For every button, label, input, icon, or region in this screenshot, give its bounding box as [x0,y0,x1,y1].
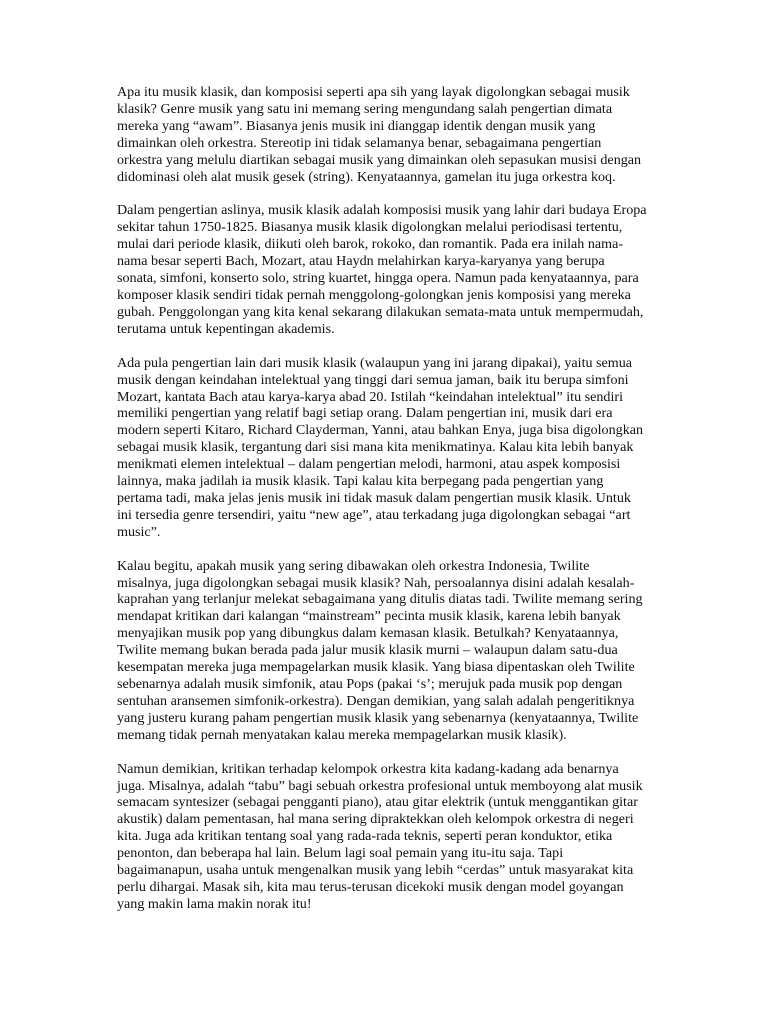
text-line: Ada pula pengertian lain dari musik klasik (walaupun yang ini jarang dipakai), yaitu semua [117,354,633,371]
text-line: bagaimanapun, usaha untuk mengenalkan musik yang lebih “cerdas” untuk masyarakat kita [117,862,634,879]
text-line: dimainkan oleh orkestra. Stereotip ini tidak selamanya benar, sebagaimana pengertian [117,134,602,151]
text-line: musik dengan keindahan intelektual yang tinggi dari semua jaman, baik itu berupa simfoni [117,371,629,388]
text-line: sekitar tahun 1750-1825. Biasanya musik klasik digolongkan melalui periodisasi tertentu, [117,219,623,236]
text-line: yang justeru kurang paham pengertian musik klasik yang sebenarnya (kenyataannya, Twilite [117,709,639,726]
text-line: sebagai musik klasik, tergantung dari sisi mana kita menikmatinya. Kalau kita lebih banyak [117,439,634,456]
text-line: gubah. Penggolongan yang kita kenal sekarang dilakukan semata-mata untuk mempermudah, [117,303,644,320]
text-line: yang makin lama makin norak itu! [117,895,312,912]
paragraph-1 [117,84,655,185]
text-line: Namun demikian, kritikan terhadap kelompok orkestra kita kadang-kadang ada benarnya [117,760,619,777]
text-line: mereka yang “awam”. Biasanya jenis musik ini dianggap identik dengan musik yang [117,117,596,134]
text-line: sebenarnya adalah musik simfonik, atau Pops (pakai ‘s’; merujuk pada musik pop dengan [117,676,623,692]
text-line: music”. [117,523,161,540]
document-body [117,84,655,930]
paragraph-5 [117,761,655,913]
text-line: kaprahan yang terlanjur melekat sebagaimana yang ditulis diatas tadi. Twilite memang sering [117,591,643,608]
text-line: klasik? Genre musik yang satu ini memang sering mengundang salah pengertian dimata [117,100,613,117]
text-line: misalnya, juga digolongkan sebagai musik klasik? Nah, persoalannya disini adalah kesalah- [117,574,635,591]
text-line: terutama untuk kepentingan akademis. [117,320,335,337]
text-line: sentuhan aransemen simfonik-orkestra). Dengan demikian, yang salah adalah pengeritiknya [117,692,635,709]
text-line: sonata, simfoni, konserto solo, string kuartet, hingga opera. Namun pada kenyataannya, para [117,270,639,287]
text-line: modern seperti Kitaro, Richard Clayderman, Yanni, atau bahkan Enya, juga bisa digolongkan [117,422,644,439]
text-line: penonton, dan beberapa hal lain. Belum lagi soal pemain yang itu-itu saja. Tapi [117,845,564,862]
text-line: perlu dihargai. Masak sih, kita mau terus-terusan dicekoki musik dengan model goyangan [117,878,624,895]
text-line: memang tidak pernah menyatakan kalau mereka mempagelarkan musik klasik). [117,726,567,743]
text-line: menikmati elemen intelektual – dalam pengertian melodi, harmoni, atau aspek komposisi [117,456,621,473]
text-line: lainnya, maka jadilah ia musik klasik. Tapi kalau kita berpegang pada pengertian yang [117,473,604,490]
text-line: Apa itu musik klasik, dan komposisi seperti apa sih yang layak digolongkan sebagai musik [117,84,630,100]
text-line: memiliki pengertian yang relatif bagi setiap orang. Dalam pengertian ini, musik dari era [117,405,613,422]
text-line: Mozart, kantata Bach atau karya-karya abad 20. Istilah “keindahan intelektual” itu sendiri [117,388,623,405]
text-line: semacam syntesizer (sebagai pengganti piano), atau gitar elektrik (untuk menggantikan gitar [117,794,638,811]
text-line: menyajikan musik pop yang dibungkus dalam kemasan klasik. Betulkah? Kenyataannya, [117,625,619,642]
text-line: komposer klasik sendiri tidak pernah menggolong-golongkan jenis komposisi yang mereka [117,286,631,303]
text-line: akustik) dalam pementasan, hal mana sering dipraktekkan oleh kelompok orkestra di negeri [117,811,634,828]
text-line: ini tersedia genre tersendiri, yaitu “new age”, atau terkadang juga digolongkan sebagai “art [117,506,631,523]
paragraph-3 [117,355,655,541]
text-line: Dalam pengertian aslinya, musik klasik adalah komposisi musik yang lahir dari budaya Eropa [117,202,647,219]
text-line: kita. Juga ada kritikan tentang soal yang rada-rada teknis, seperti peran konduktor, etika [117,828,613,845]
text-line: mendapat kritikan dari kalangan “mainstream” pecinta musik klasik, karena lebih banyak [117,608,621,625]
text-line: orkestra yang melulu diartikan sebagai musik yang dimainkan oleh sepasukan musisi dengan [117,151,642,168]
text-line: kesempatan mereka juga mempagelarkan musik klasik. Yang biasa dipentaskan oleh Twilite [117,659,635,676]
text-line: Twilite memang bukan berada pada jalur musik klasik murni – walaupun dalam satu-dua [117,642,618,659]
text-line: didominasi oleh alat musik gesek (string). Kenyataannya, gamelan itu juga orkestra koq. [117,168,616,185]
text-line: mulai dari periode klasik, diikuti oleh barok, rokoko, dan romantik. Pada era inilah nama- [117,236,624,253]
text-line: nama besar seperti Bach, Mozart, atau Haydn melahirkan karya-karyanya yang berupa [117,253,605,270]
text-line: pertama tadi, maka jelas jenis musik ini tidak masuk dalam pengertian musik klasik. Untuk [117,489,631,506]
text-line: Kalau begitu, apakah musik yang sering dibawakan oleh orkestra Indonesia, Twilite [117,557,590,574]
paragraph-4 [117,558,655,744]
paragraph-2 [117,202,655,337]
text-line: juga. Misalnya, adalah “tabu” bagi sebuah orkestra profesional untuk memboyong alat musik [117,777,643,794]
